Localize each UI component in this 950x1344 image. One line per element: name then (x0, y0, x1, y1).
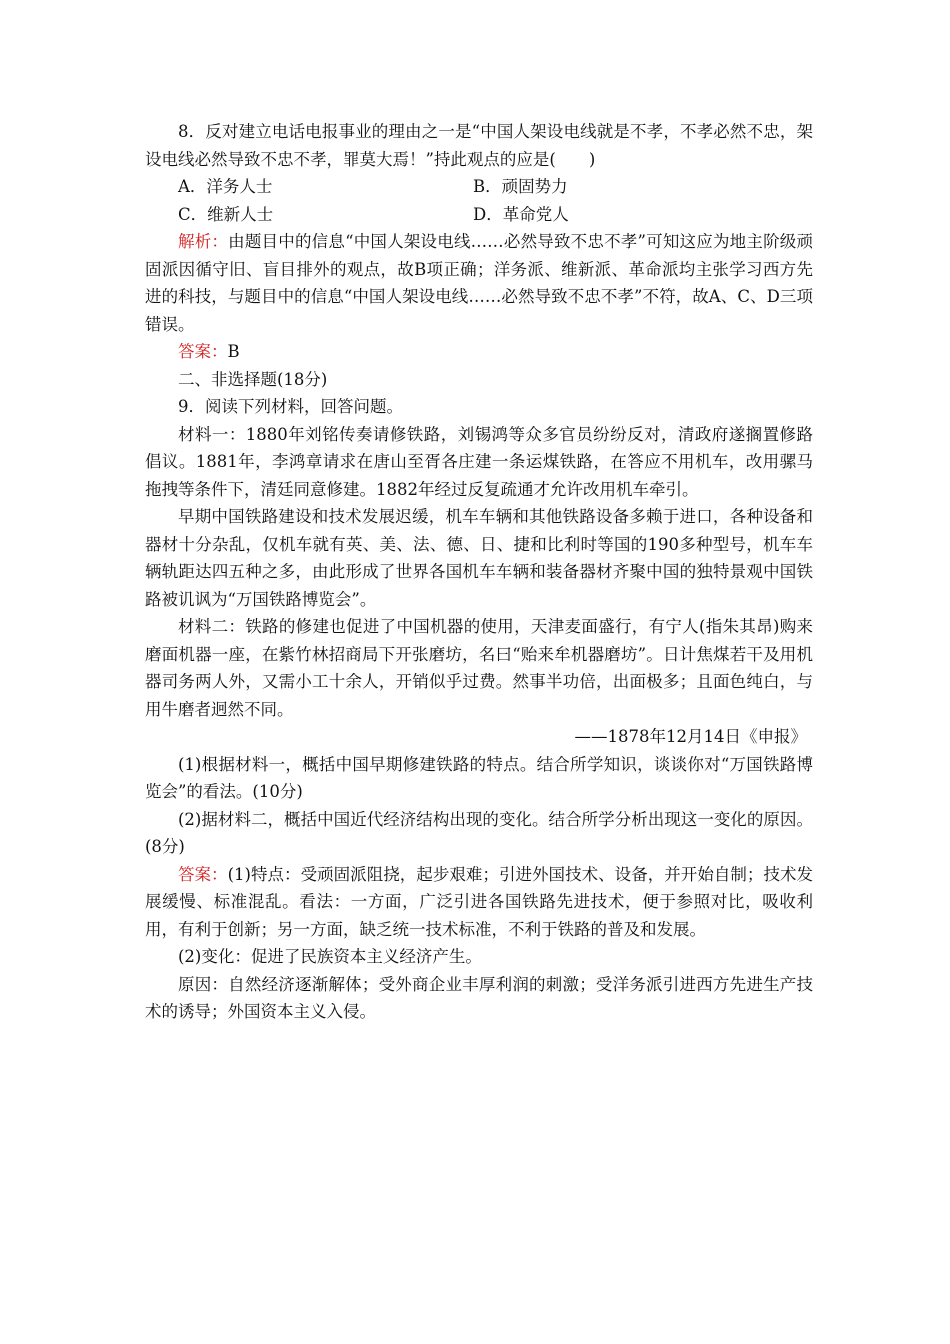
section-heading: 二、非选择题(18分) (178, 369, 328, 389)
option-a: A．洋务人士 (178, 177, 273, 196)
question-8-options-row-2 (145, 201, 813, 229)
answer-label: 答案： (178, 864, 228, 884)
question-8-stem: 8．反对建立电话电报事业的理由之一是“中国人架设电线就是不孝，不孝必然不忠，架设电线必然导致不忠不孝，罪莫大焉！”持此观点的应是( ) (145, 122, 813, 169)
question-8-analysis (145, 228, 813, 338)
question-9-answer-part-2: (2)变化：促进了民族资本主义经济产生。 (178, 947, 482, 966)
question-9-answer-part-1 (145, 861, 813, 944)
sub-question-2: (2)据材料二，概括中国近代经济结构出现的变化。结合所学分析出现这一变化的原因。(8分) (145, 809, 813, 856)
option-d: D．革命党人 (473, 204, 569, 224)
material-1-paragraph-1: 材料一：1880年刘铭传奏请修铁路，刘锡鸿等众多官员纷纷反对，清政府遂搁置修路倡议。1881年，李鸿章请求在唐山至胥各庄建一条运煤铁路，在答应不用机车，改用骡马拖拽等条件下，清廷同意修建。1882年经过反复疏通才允许改用机车牵引。 (145, 424, 813, 499)
analysis-text: 由题目中的信息“中国人架设电线……必然导致不忠不孝”可知这应为地主阶级顽固派因循守旧、盲目排外的观点，故B项正确；洋务派、维新派、革命派均主张学习西方先进的科技，与题目中的信息“中国人架设电线……必然导致不忠不孝”不符，故A、C、D三项错误。 (145, 232, 814, 334)
question-8-answer (145, 338, 813, 366)
question-8-options-row-1 (145, 173, 813, 201)
answer-part-1-text: (1)特点：受顽固派阻挠，起步艰难；引进外国技术、设备，并开始自制；技术发展缓慢、标准混乱。看法：一方面，广泛引进各国铁路先进技术，便于参照对比，吸收利用，有利于创新；另一方面，缺乏统一技术标准，不利于铁路的普及和发展。 (145, 864, 813, 939)
analysis-label: 解析： (178, 232, 229, 251)
document-content (145, 118, 813, 1026)
material-1-paragraph-2: 早期中国铁路建设和技术发展迟缓，机车车辆和其他铁路设备多赖于进口，各种设备和器材十分杂乱，仅机车就有英、美、法、德、日、捷和比利时等国的190多种型号，机车车辆轨距达四五种之多，由此形成了世界各国机车车辆和装备器材齐聚中国的独特景观中国铁路被讥讽为“万国铁路博览会”。 (145, 507, 813, 609)
question-9-answer-part-3: 原因：自然经济逐渐解体；受外商企业丰厚利润的刺激；受洋务派引进西方先进生产技术的诱导；外国资本主义入侵。 (145, 974, 813, 1021)
material-2-paragraph: 材料二：铁路的修建也促进了中国机器的使用，天津麦面盛行，有宁人(指朱其昂)购来磨面机器一座，在紫竹林招商局下开张磨坊，名曰“贻来牟机器磨坊”。日计焦煤若干及用机器司务两人外，又需小工十余人，开销似乎过费。然事半功倍，出面极多；且面色纯白，与用牛磨者迥然不同。 (145, 617, 813, 719)
option-b: B．顽固势力 (473, 177, 568, 196)
answer-label: 答案： (178, 342, 228, 361)
option-c: C．维新人士 (178, 204, 274, 224)
sub-question-1: (1)根据材料一，概括中国早期修建铁路的特点。结合所学知识，谈谈你对“万国铁路博览会”的看法。(10分) (145, 754, 813, 801)
material-2-source: ——1878年12月14日《申报》 (574, 727, 807, 746)
answer-text: B (227, 342, 240, 361)
question-9-stem: 9．阅读下列材料，回答问题。 (178, 397, 403, 416)
